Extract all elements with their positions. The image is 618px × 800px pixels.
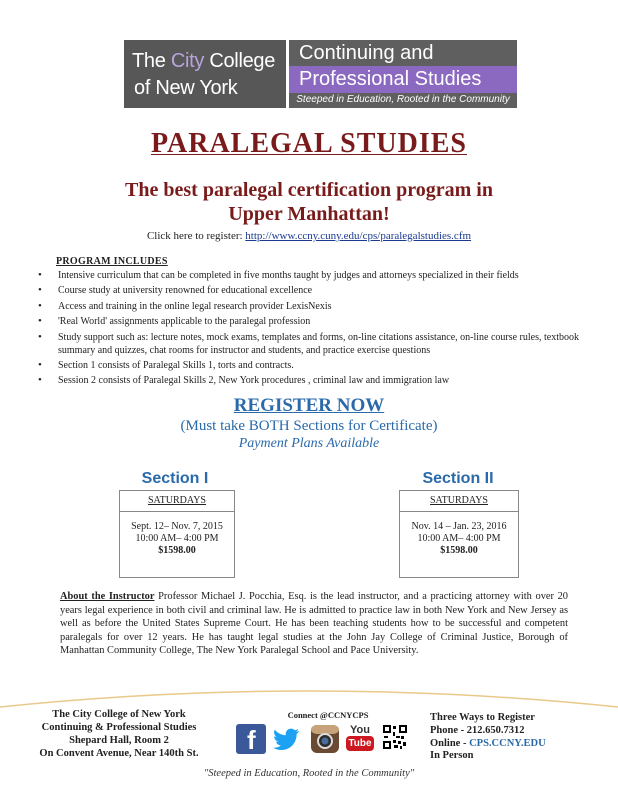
register-online: Online - CPS.CCNY.EDU bbox=[430, 737, 546, 749]
footer-address-line4: On Convent Avenue, Near 140th St. bbox=[39, 748, 199, 759]
section-2-day: SATURDAYS bbox=[400, 491, 518, 512]
register-now-heading[interactable]: REGISTER NOW bbox=[233, 395, 385, 416]
list-item: • Section 1 consists of Paralegal Skills 1, torts and contracts. bbox=[36, 359, 586, 372]
program-list bbox=[36, 269, 586, 390]
section-2-box bbox=[399, 490, 519, 578]
register-online-link[interactable]: CPS.CCNY.EDU bbox=[469, 737, 546, 749]
logo-line2: of New York bbox=[134, 77, 238, 99]
list-item: • Study support such as: lecture notes, mock exams, templates and forms, on-line citations assistance, on-line course rules, textbook summary and quizzes, chat rooms for instructor and students, and practice exercise questions bbox=[36, 331, 586, 357]
facebook-icon[interactable] bbox=[236, 724, 266, 754]
section-2-title: Section II bbox=[422, 470, 494, 487]
connect-label: Connect @CCNYCPS bbox=[287, 710, 369, 720]
section-1-dates: Sept. 12– Nov. 7, 2015 bbox=[131, 521, 223, 532]
register-ways bbox=[430, 712, 590, 763]
register-link[interactable]: http://www.ccny.cuny.edu/cps/paralegalstudies.cfm bbox=[245, 230, 472, 242]
list-item: • Course study at university renowned for educational excellence bbox=[36, 284, 586, 297]
section-2-price: $1598.00 bbox=[440, 545, 478, 556]
section-2-time: 10:00 AM– 4:00 PM bbox=[417, 533, 501, 544]
list-item: • Access and training in the online legal research provider LexisNexis bbox=[36, 300, 586, 313]
list-item: • 'Real World' assignments applicable to the paralegal profession bbox=[36, 315, 586, 328]
program-heading: PROGRAM INCLUDES bbox=[56, 256, 168, 267]
list-item: • Intensive curriculum that can be completed in five months taught by judges and attorneys specialized in their fields bbox=[36, 269, 586, 282]
subtitle bbox=[0, 178, 618, 226]
must-take-note: (Must take BOTH Sections for Certificate) bbox=[180, 418, 438, 434]
section-2-dates: Nov. 14 – Jan. 23, 2016 bbox=[411, 521, 507, 532]
about-instructor bbox=[60, 590, 568, 658]
about-instructor-text: Professor Michael J. Pocchia, Esq. is the lead instructor, and a practicing attorney with over 20 years legal experience in both civil and criminal law. He is admitted to practice law in both New York and New Jersey as well as before the United States Supreme Court. He has been teaching students how to be successful and competent paralegals for over 12 years. He has taught legal studies at the John Jay College of Criminal Justice, Borough of Manhattan Community College, The New York Paralegal School and Pace University. bbox=[60, 591, 569, 657]
section-1-box bbox=[119, 490, 235, 578]
cps-logo-tagline: Steeped in Education, Rooted in the Community bbox=[296, 94, 510, 105]
register-ways-heading: Three Ways to Register bbox=[430, 712, 535, 723]
section-1-price: $1598.00 bbox=[158, 545, 196, 556]
register-phone: Phone - 212.650.7312 bbox=[430, 724, 525, 736]
subtitle-line2: Upper Manhattan! bbox=[228, 203, 390, 225]
section-1-title: Section I bbox=[141, 470, 209, 487]
footer-address-line2: Continuing & Professional Studies bbox=[41, 722, 197, 733]
youtube-you: You bbox=[350, 724, 370, 736]
footer-address bbox=[30, 708, 208, 760]
payment-plans-note: Payment Plans Available bbox=[238, 436, 380, 451]
facebook-letter: f bbox=[247, 725, 256, 755]
register-in-person: In Person bbox=[430, 750, 474, 762]
list-item: • Session 2 consists of Paralegal Skills 2, New York procedures , criminal law and immigration law bbox=[36, 374, 586, 387]
youtube-tube: Tube bbox=[346, 736, 374, 751]
logo-line1: The City College bbox=[132, 50, 276, 72]
about-instructor-heading: About the Instructor bbox=[60, 591, 155, 602]
register-line bbox=[0, 230, 618, 242]
page-title: PARALEGAL STUDIES bbox=[150, 128, 467, 159]
subtitle-line1: The best paralegal certification program in bbox=[125, 179, 493, 201]
twitter-icon[interactable] bbox=[272, 724, 302, 754]
youtube-icon[interactable] bbox=[346, 724, 374, 756]
instagram-icon[interactable] bbox=[310, 724, 340, 754]
footer-address-line1: The City College of New York bbox=[52, 709, 186, 720]
section-1-time: 10:00 AM– 4:00 PM bbox=[135, 533, 219, 544]
ccny-logo bbox=[124, 40, 286, 108]
qr-code-icon[interactable] bbox=[382, 724, 408, 750]
register-prefix: Click here to register: bbox=[146, 230, 243, 242]
footer-address-line3: Shepard Hall, Room 2 bbox=[69, 735, 169, 746]
cps-logo-line1: Continuing and bbox=[299, 42, 434, 64]
cps-logo bbox=[289, 40, 517, 108]
section-1-day: SATURDAYS bbox=[120, 491, 234, 512]
cps-logo-line2: Professional Studies bbox=[299, 68, 482, 90]
footer-tagline: "Steeped in Education, Rooted in the Community" bbox=[203, 768, 415, 779]
